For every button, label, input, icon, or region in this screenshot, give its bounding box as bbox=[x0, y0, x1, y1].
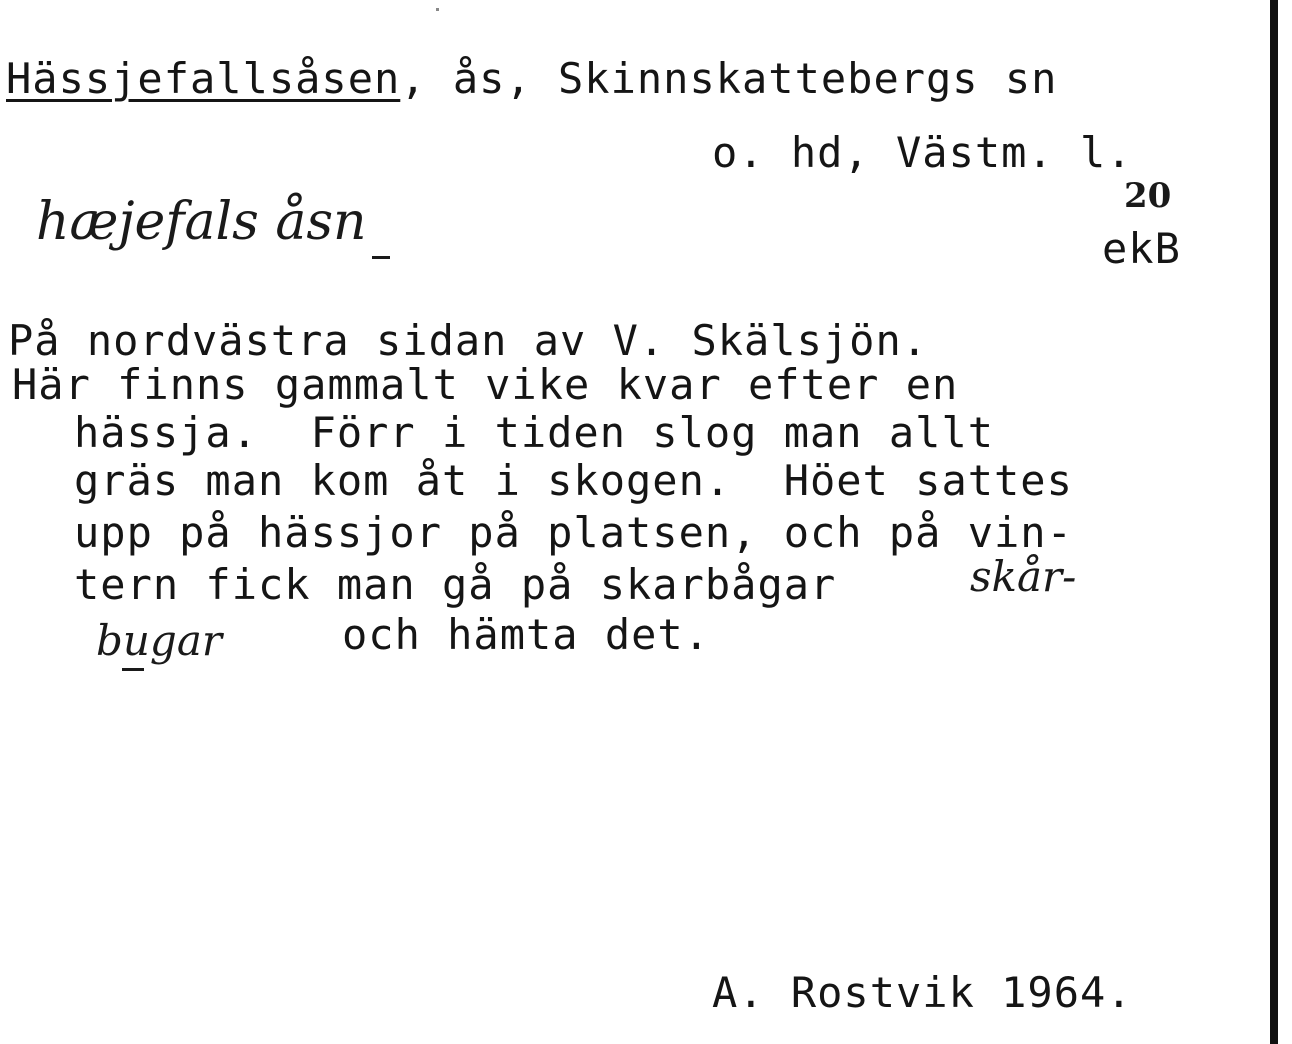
header-line bbox=[6, 54, 1058, 103]
body-line-2: Här finns gammalt vike kvar efter en bbox=[12, 360, 959, 409]
body-line-5: upp på hässjor på platsen, och på vin- bbox=[74, 508, 1073, 557]
card-right-edge bbox=[1270, 0, 1278, 1044]
scan-speck bbox=[436, 8, 439, 11]
hand-note-bugar: bugar bbox=[96, 616, 222, 665]
hand-note-underline-mark bbox=[122, 668, 144, 671]
hand-note-skar: skår- bbox=[970, 552, 1077, 601]
body-line-1: På nordvästra sidan av V. Skälsjön. bbox=[8, 316, 929, 365]
body-line-6: tern fick man gå på skarbågar bbox=[74, 560, 837, 609]
headword: Hässjefallsåsen bbox=[6, 54, 401, 103]
location-line: o. hd, Västm. l. bbox=[712, 128, 1133, 177]
phonetic-underline-mark bbox=[372, 256, 390, 259]
card-code: ekB bbox=[1102, 224, 1181, 273]
signature: A. Rostvik 1964. bbox=[712, 968, 1133, 1017]
body-line-4: gräs man kom åt i skogen. Höet sattes bbox=[74, 456, 1073, 505]
phonetic-transcription: hæjefals åsn bbox=[36, 192, 367, 252]
body-line-7: och hämta det. bbox=[342, 610, 711, 659]
body-line-3: hässja. Förr i tiden slog man allt bbox=[74, 408, 995, 457]
header-rest: , ås, Skinnskattebergs sn bbox=[400, 54, 1058, 103]
card-number: 20 bbox=[1124, 176, 1172, 216]
